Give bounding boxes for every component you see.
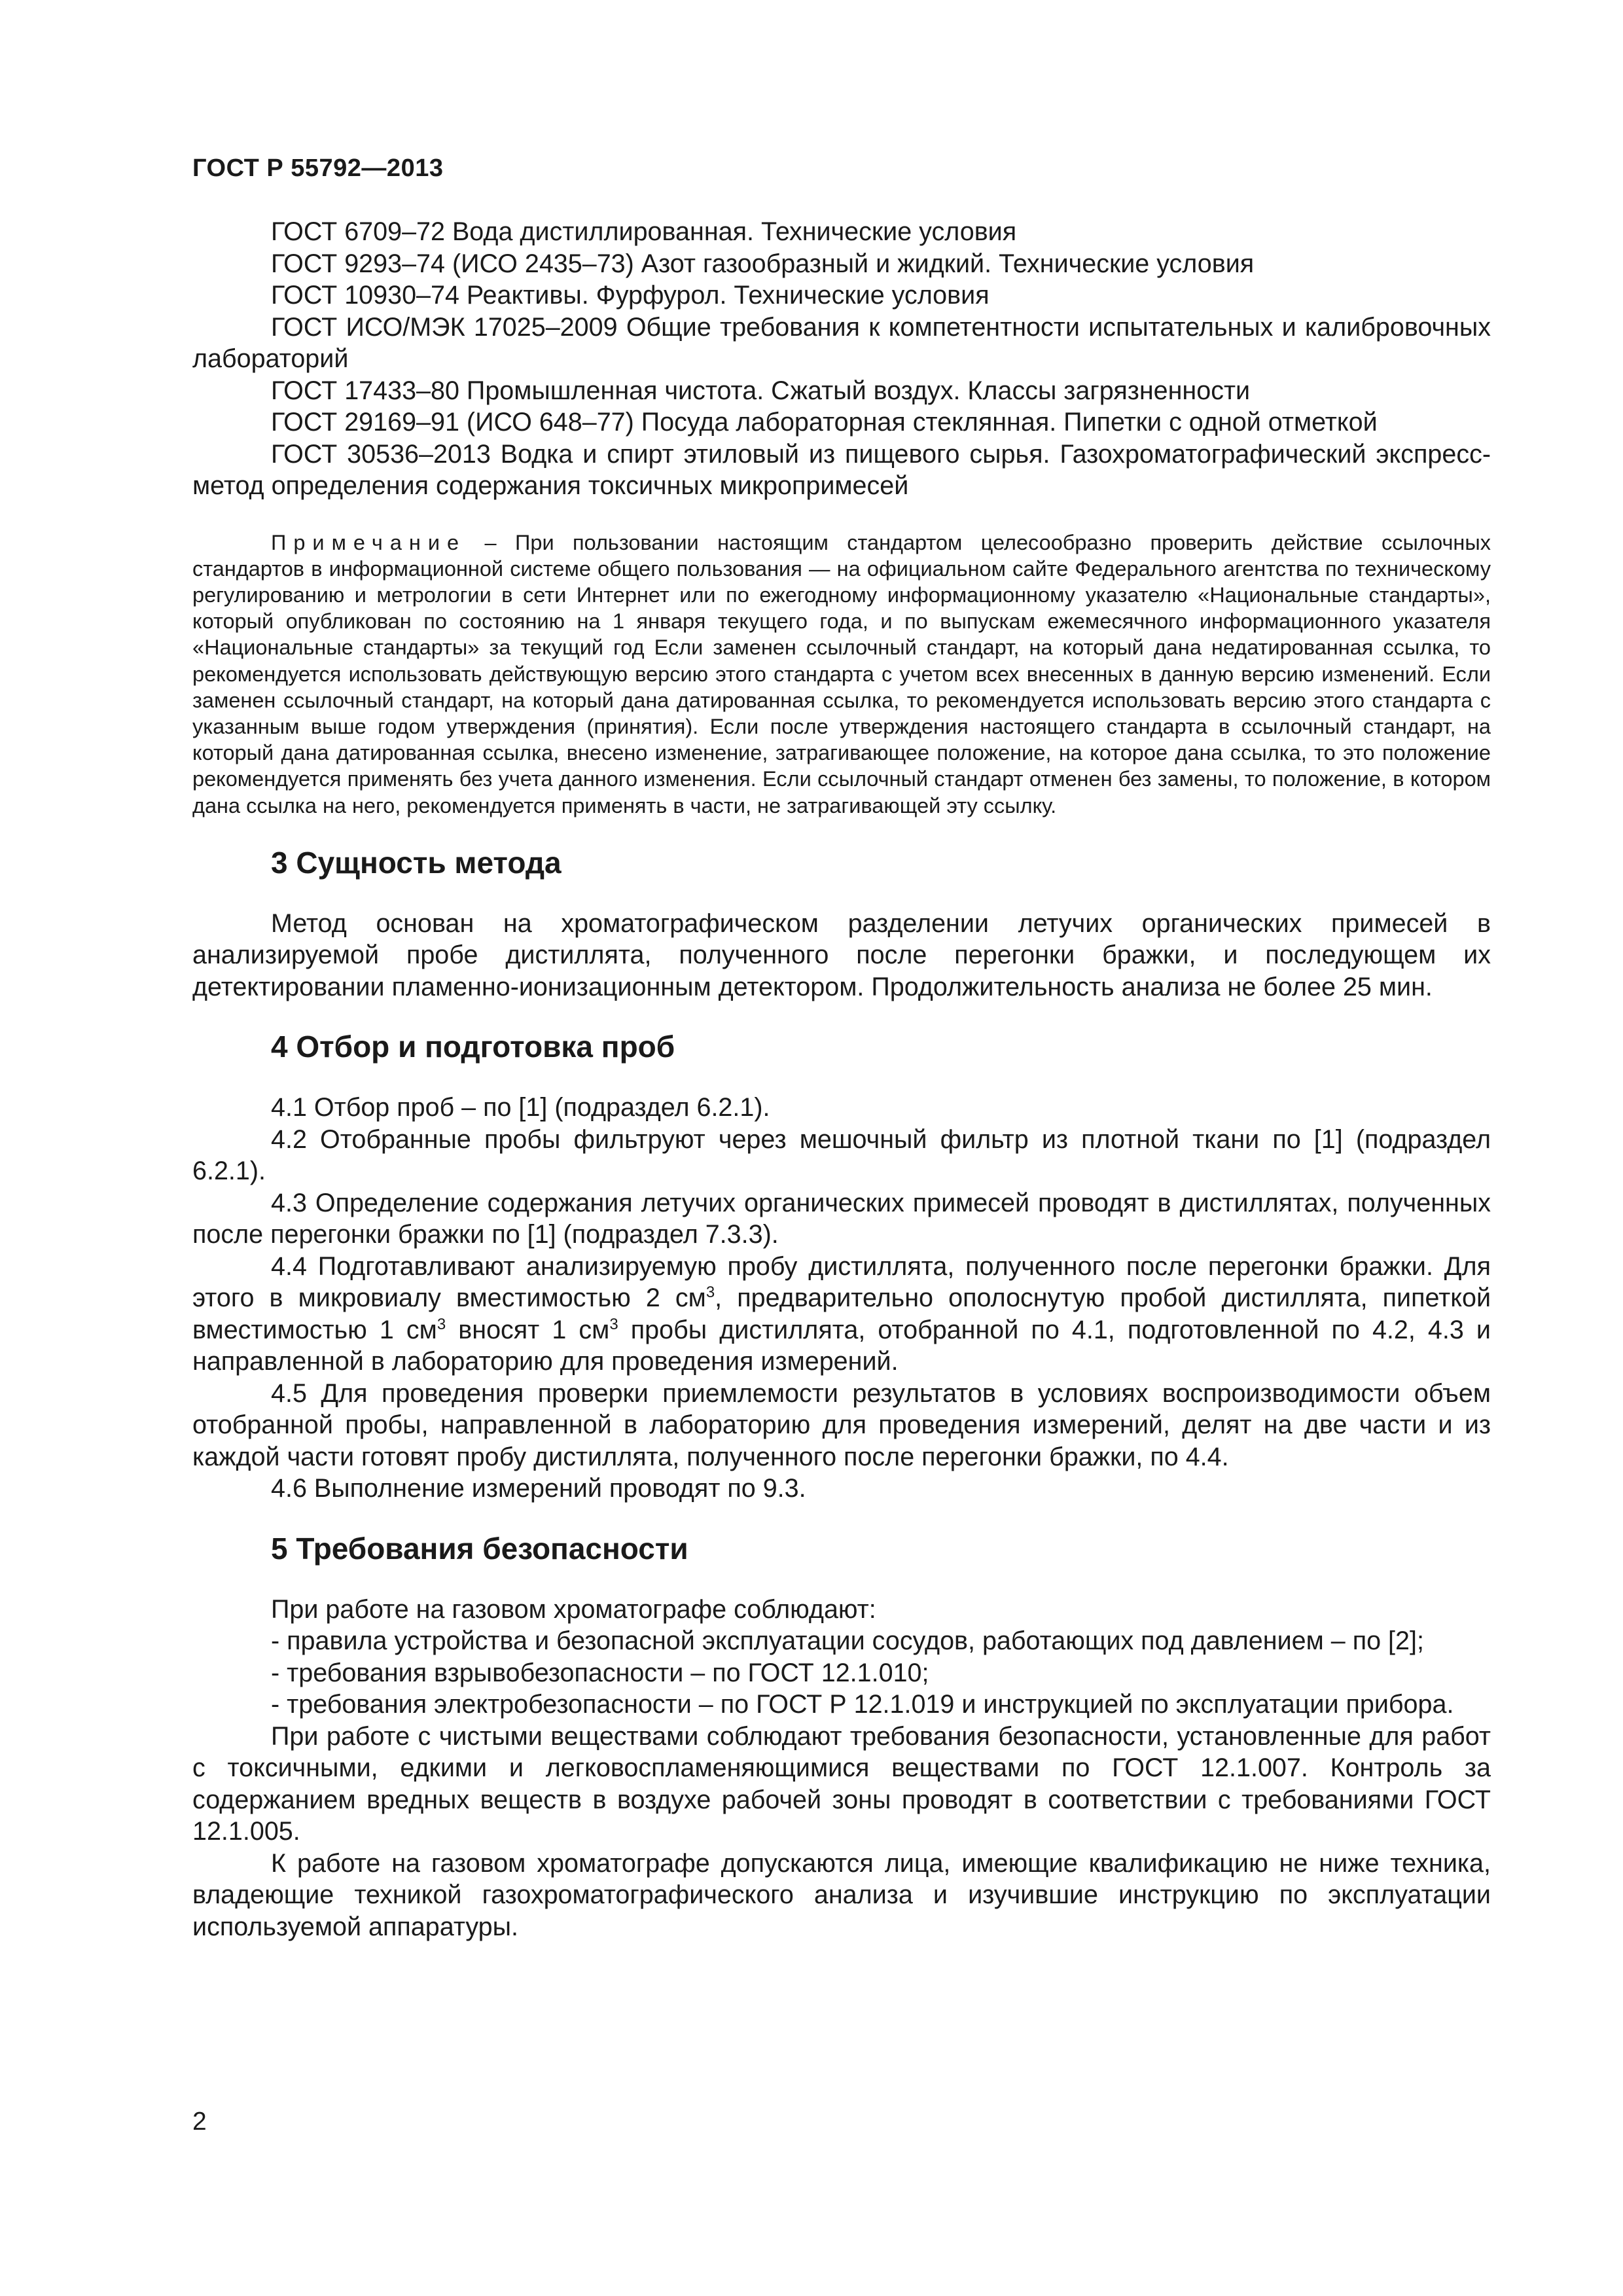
page-number: 2: [192, 2108, 207, 2136]
section-5-heading: 5 Требования безопасности: [271, 1531, 688, 1566]
clause-4-4: [192, 1251, 1491, 1378]
bullet-item: - требования электробезопасности – по ГОСТ Р 12.1.019 и инструкцией по эксплуатации прибора.: [271, 1690, 1454, 1719]
ref-item: ГОСТ 6709–72 Вода дистиллированная. Технические условия: [271, 217, 1017, 246]
section-5-paragraph: К работе на газовом хроматографе допускаются лица, имеющие квалификацию не ниже техника, владеющие техникой газохроматографического анализа и изучившие инструкцию по эксплуатации используемой аппаратуры.: [192, 1848, 1491, 1941]
ref-item: ГОСТ 29169–91 (ИСО 648–77) Посуда лабораторная стеклянная. Пипетки с одной отметкой: [271, 408, 1378, 437]
doc-header: ГОСТ Р 55792—2013: [192, 154, 444, 182]
clause-4-4-part-c: вносят 1 см: [446, 1315, 610, 1344]
note-paragraph: [192, 529, 1491, 819]
section-3-text: Метод основан на хроматографическом разделении летучих органических примесей в анализируемой пробе дистиллята, полученного после перегонки бражки, и последующем их детектировании пламенно-ионизационным детектором. Продолжительность анализа не более 25 мин.: [192, 908, 1491, 1001]
section-5-paragraph: При работе с чистыми веществами соблюдают требования безопасности, установленные для работ с токсичными, едкими и легковоспламеняющимися веществами по ГОСТ 12.1.007. Контроль за содержанием вредных веществ в воздухе рабочей зоны проводят в соответствии с требованиями ГОСТ 12.1.005.: [192, 1721, 1491, 1846]
clause-4-1: 4.1 Отбор проб – по [1] (подраздел 6.2.1).: [271, 1093, 770, 1122]
page-content: [192, 216, 1491, 1943]
superscript-3: 3: [437, 1315, 446, 1333]
clause-4-4-part-a: 4.4 Подготавливают анализируемую пробу дистиллята, полученного после перегонки бражки. Для этого в микровиалу вместимостью 2 см: [192, 1251, 1491, 1313]
clause-4-5: 4.5 Для проведения проверки приемлемости результатов в условиях воспроизводимости объем отобранной пробы, направленной в лабораторию для проведения измерений, делят на две части и из каждой части готовят пробу дистиллята, полученного после перегонки бражки, по 4.4.: [192, 1378, 1491, 1471]
clause-4-6: 4.6 Выполнение измерений проводят по 9.3.: [271, 1474, 806, 1503]
clause-4-4-part-d: пробы дистиллята, отобранной по 4.1, подготовленной по 4.2, 4.3 и направленной в лабораторию для проведения измерений.: [192, 1315, 1491, 1376]
bullet-item: - правила устройства и безопасной эксплуатации сосудов, работающих под давлением – по [2];: [271, 1626, 1424, 1656]
section-3-heading: 3 Сущность метода: [271, 845, 562, 880]
clause-4-2: 4.2 Отобранные пробы фильтруют через мешочный фильтр из плотной ткани по [1] (подраздел 6.2.1).: [192, 1124, 1491, 1186]
superscript-3: 3: [705, 1283, 715, 1302]
ref-item: ГОСТ ИСО/МЭК 17025–2009 Общие требования к компетентности испытательных и калибровочных лабораторий: [192, 312, 1491, 373]
clause-4-3: 4.3 Определение содержания летучих органических примесей проводят в дистиллятах, полученных после перегонки бражки по [1] (подраздел 7.3.3).: [192, 1188, 1491, 1249]
note-label: Примечание: [271, 530, 467, 554]
ref-item: ГОСТ 10930–74 Реактивы. Фурфурол. Технические условия: [271, 281, 990, 310]
section-5-intro: При работе на газовом хроматографе соблюдают:: [271, 1594, 876, 1624]
bullet-item: - требования взрывобезопасности – по ГОСТ 12.1.010;: [271, 1658, 929, 1687]
ref-item: ГОСТ 9293–74 (ИСО 2435–73) Азот газообразный и жидкий. Технические условия: [271, 249, 1255, 278]
ref-item: ГОСТ 30536–2013 Водка и спирт этиловый из пищевого сырья. Газохроматографический экспресс-метод определения содержания токсичных микропримесей: [192, 439, 1491, 500]
superscript-3: 3: [609, 1315, 618, 1333]
section-4-heading: 4 Отбор и подготовка проб: [271, 1030, 675, 1064]
ref-item: ГОСТ 17433–80 Промышленная чистота. Сжатый воздух. Классы загрязненности: [271, 376, 1251, 405]
note-text: – При пользовании настоящим стандартом целесообразно проверить действие ссылочных стандартов в информационной системе общего пользования — на официальном сайте Федерального агентства по техническому регулированию и метрологии в сети Интернет или по ежегодному информационному указателю «Национальные стандарты», который опубликован по состоянию на 1 января текущего года, и по выпускам ежемесячного информационного указателя «Национальные стандарты» за текущий год Если заменен ссылочный стандарт, на который дана недатированная ссылка, то рекомендуется использовать действующую версию этого стандарта с учетом всех внесенных в данную версию изменений. Если заменен ссылочный стандарт, на который дана датированная ссылка, то рекомендуется использовать версию этого стандарта с указанным выше годом утверждения (принятия). Если после утверждения настоящего стандарта в ссылочный стандарт, на который дана датированная ссылка, внесено изменение, затрагивающее положение, на которое дана ссылка, то это положение рекомендуется применять без учета данного изменения. Если ссылочный стандарт отменен без замены, то положение, в котором дана ссылка на него, рекомендуется применять в части, не затрагивающей эту ссылку.: [192, 530, 1491, 817]
clause-4-4-part-b: , предварительно ополоснутую пробой дистиллята, пипеткой вместимостью 1 см: [192, 1283, 1491, 1344]
